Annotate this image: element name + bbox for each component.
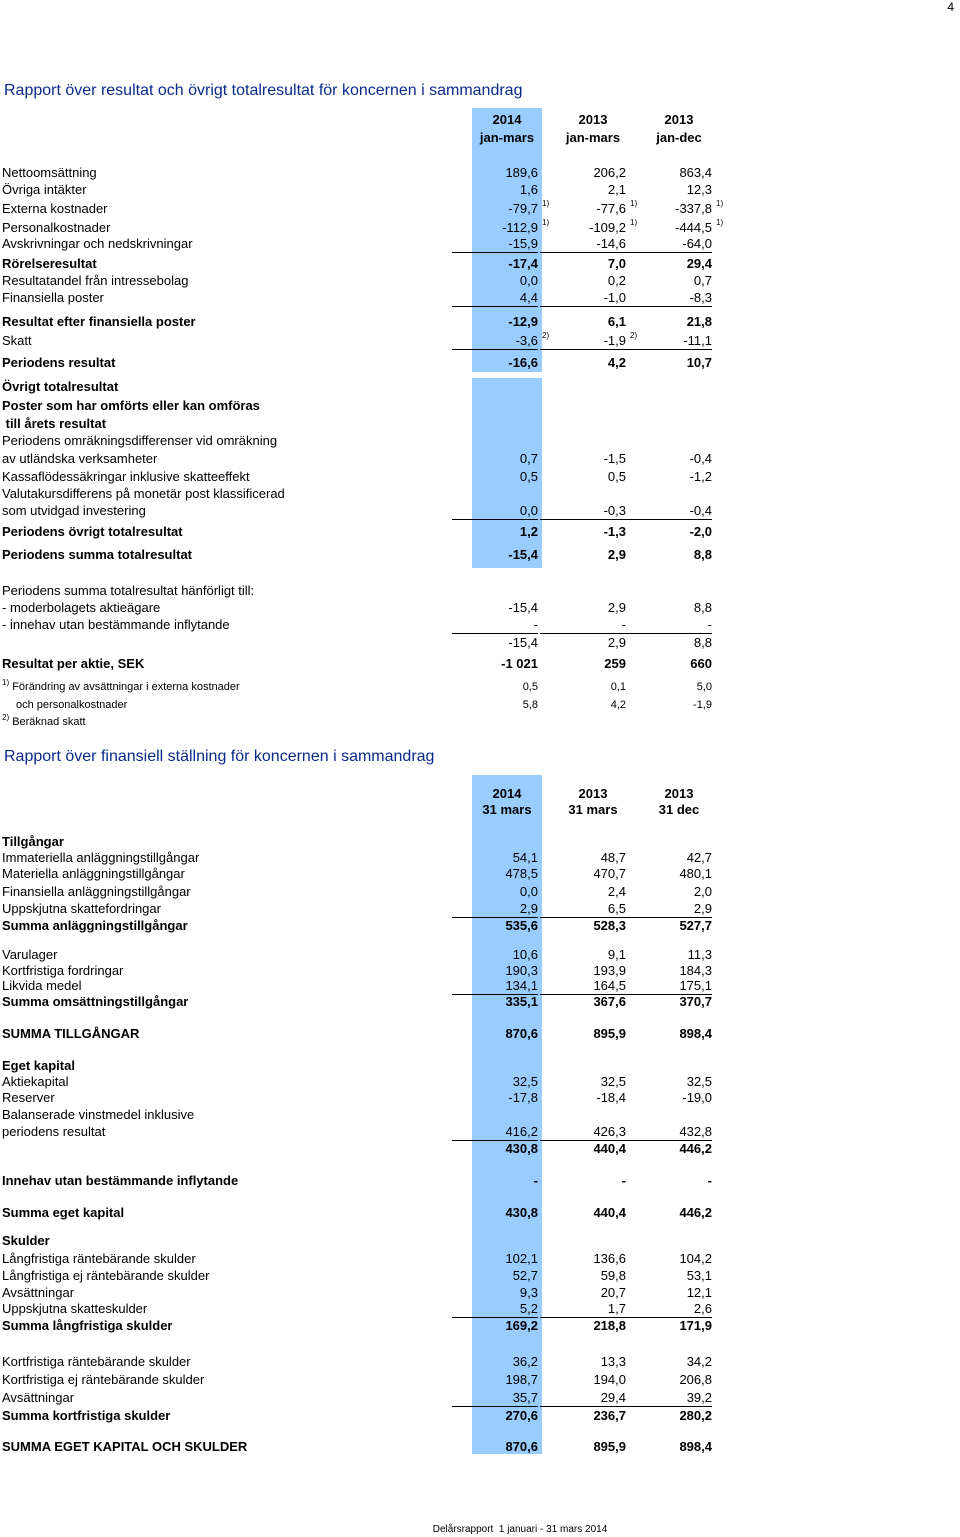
value-2013q1: 193,9 — [593, 963, 626, 978]
value-2014: -112,9 — [502, 220, 538, 235]
value-2013dec: 432,8 — [626, 1123, 712, 1141]
footnote-text — [2, 679, 240, 696]
footnote-label: och personalkostnader — [16, 699, 128, 711]
value-2013dec: 39,2 — [626, 1389, 712, 1407]
value-2013q1: 48,7 — [600, 850, 626, 865]
value-2013fy: -2,0 — [689, 524, 712, 539]
value-2014: - — [533, 1173, 538, 1188]
value-2013q1: 0,2 — [607, 273, 626, 288]
row-label: Balanserade vinstmedel inklusive — [2, 1107, 195, 1122]
value-2013fy: 21,8 — [686, 314, 712, 329]
value-2014: 52,7 — [512, 1268, 538, 1283]
row-label: Periodens summa totalresultat — [2, 547, 192, 562]
value-2014: 189,6 — [505, 165, 538, 180]
value-2014: 169,2 — [505, 1318, 538, 1333]
value-2014: 5,8 — [522, 699, 538, 711]
value-2014: 0,5 — [519, 469, 538, 484]
balance-row — [0, 1300, 960, 1317]
row-label: Periodens resultat — [2, 355, 116, 370]
value-2013q1: 426,3 — [540, 1123, 626, 1141]
value-2013q1: 0,1 — [610, 681, 626, 693]
value-2014: 2,9 — [452, 900, 538, 918]
value-2013q1: 136,6 — [593, 1251, 626, 1266]
value-2013q1: 4,2 — [607, 355, 626, 370]
income-row — [0, 313, 960, 330]
value-2014: 0,0 — [519, 273, 538, 288]
value-2013dec: -19,0 — [682, 1090, 712, 1105]
income-row — [0, 200, 960, 217]
balance-row — [0, 993, 960, 1010]
income-row — [0, 289, 960, 306]
balance-row — [0, 1172, 960, 1189]
income-row — [0, 235, 960, 252]
value-2013fy: -8,3 — [626, 289, 712, 307]
value-2013q1: 2,1 — [607, 182, 626, 197]
value-2013q1: 528,3 — [593, 918, 626, 933]
value-2014: -15,4 — [508, 635, 538, 650]
income-row — [0, 219, 960, 236]
footnote-marker: 2) — [630, 331, 638, 340]
value-2013q1: 367,6 — [593, 994, 626, 1009]
balance-col2-year: 2013 — [578, 786, 608, 801]
value-2013fy: -0,4 — [626, 502, 712, 520]
balance-row — [0, 1204, 960, 1221]
value-2014: - — [452, 616, 538, 634]
value-2013q1: 470,7 — [593, 866, 626, 881]
value-2014: -15,4 — [508, 547, 538, 562]
row-label: Summa långfristiga skulder — [2, 1318, 173, 1333]
row-label: Resultat efter finansiella poster — [2, 314, 196, 329]
value-2014: 134,1 — [452, 977, 538, 995]
row-label: Summa omsättningstillgångar — [2, 994, 189, 1009]
value-2013dec: 2,0 — [693, 884, 712, 899]
value-2013q1: 20,7 — [600, 1285, 626, 1300]
row-label: av utländska verksamheter — [2, 451, 158, 466]
value-2013q1: 32,5 — [600, 1074, 626, 1089]
value-2014: 870,6 — [505, 1439, 538, 1454]
value-2013fy: -444,5 — [675, 220, 712, 235]
value-2013fy: -0,4 — [689, 451, 712, 466]
value-2013q1: 7,0 — [607, 256, 626, 271]
income-col1-period: jan-mars — [479, 130, 535, 145]
row-label: Valutakursdifferens på monetär post klassificerad — [2, 486, 285, 501]
balance-row — [0, 1267, 960, 1284]
row-label: som utvidgad investering — [2, 503, 146, 518]
value-2013q1: 218,8 — [593, 1318, 626, 1333]
section-label: Tillgångar — [2, 834, 64, 849]
value-2014: 5,2 — [452, 1300, 538, 1318]
page-number: 4 — [947, 0, 954, 14]
footnote-marker: 1) — [630, 199, 638, 208]
value-2013dec: - — [707, 1173, 712, 1188]
balance-row — [0, 1025, 960, 1042]
row-label: Finansiella anläggningstillgångar — [2, 884, 191, 899]
row-label: Summa anläggningstillgångar — [2, 918, 188, 933]
row-label: SUMMA TILLGÅNGAR — [2, 1026, 140, 1041]
value-2014: 32,5 — [512, 1074, 538, 1089]
value-2013q1: -14,6 — [540, 235, 626, 253]
row-label: Långfristiga räntebärande skulder — [2, 1251, 196, 1266]
income-row — [0, 354, 960, 371]
value-2014: -79,7 — [508, 201, 538, 216]
row-label: Långfristiga ej räntebärande skulder — [2, 1268, 210, 1283]
income-row — [0, 546, 960, 563]
value-2013q1: -77,6 — [596, 201, 626, 216]
value-2013dec: 898,4 — [679, 1439, 712, 1454]
value-2014: -17,8 — [508, 1090, 538, 1105]
row-label: Innehav utan bestämmande inflytande — [2, 1173, 239, 1188]
value-2014: 0,0 — [452, 502, 538, 520]
income-row — [0, 468, 960, 485]
balance-col2-period: 31 mars — [568, 802, 618, 817]
value-2014: 270,6 — [505, 1408, 538, 1423]
balance-row — [0, 1140, 960, 1157]
value-2013fy: -64,0 — [626, 235, 712, 253]
value-2013q1: 259 — [604, 656, 626, 671]
value-2013dec: 42,7 — [686, 850, 712, 865]
value-2014: 870,6 — [505, 1026, 538, 1041]
income-col2-period: jan-mars — [565, 130, 621, 145]
value-2013q1: 440,4 — [593, 1141, 626, 1156]
row-label: Poster som har omförts eller kan omföras — [2, 398, 260, 413]
balance-row — [0, 1057, 960, 1074]
row-label: SUMMA EGET KAPITAL OCH SKULDER — [2, 1439, 248, 1454]
balance-row — [0, 1089, 960, 1106]
value-2013q1: 9,1 — [607, 947, 626, 962]
row-label: Kortfristiga fordringar — [2, 963, 124, 978]
row-label: Kassaflödessäkringar inklusive skatteeffekt — [2, 469, 250, 484]
value-2013fy: 10,7 — [686, 355, 712, 370]
value-2014: 54,1 — [512, 850, 538, 865]
value-2013q1: 2,4 — [607, 884, 626, 899]
value-2014: -15,4 — [508, 600, 538, 615]
footnote-text — [2, 714, 86, 731]
row-label: Likvida medel — [2, 978, 82, 993]
row-label: Summa kortfristiga skulder — [2, 1408, 171, 1423]
footnote-marker: 2) — [2, 713, 10, 722]
row-label: Kortfristiga räntebärande skulder — [2, 1354, 191, 1369]
value-2014: 430,8 — [505, 1205, 538, 1220]
value-2013fy: 12,3 — [686, 182, 712, 197]
value-2013dec: 12,1 — [686, 1285, 712, 1300]
balance-row — [0, 977, 960, 994]
value-2013dec: 175,1 — [626, 977, 712, 995]
income-col1-year: 2014 — [492, 112, 522, 127]
value-2013dec: 34,2 — [686, 1354, 712, 1369]
value-2014: 1,6 — [519, 182, 538, 197]
value-2014: -16,6 — [508, 355, 538, 370]
value-2014: 0,5 — [522, 681, 538, 693]
income-row — [0, 655, 960, 672]
balance-row — [0, 849, 960, 866]
row-label: Reserver — [2, 1090, 55, 1105]
value-2013q1: - — [621, 1173, 626, 1188]
row-label: Nettoomsättning — [2, 165, 97, 180]
row-label: Kortfristiga ej räntebärande skulder — [2, 1372, 205, 1387]
row-label: till årets resultat — [2, 416, 107, 431]
balance-row — [0, 1371, 960, 1388]
value-2013q1: 194,0 — [593, 1372, 626, 1387]
value-2014: 9,3 — [519, 1285, 538, 1300]
income-row — [0, 415, 960, 432]
value-2014: 4,4 — [452, 289, 538, 307]
income-row — [0, 164, 960, 181]
value-2013q1: 2,9 — [607, 600, 626, 615]
footnote-row — [0, 697, 960, 714]
row-label: Materiella anläggningstillgångar — [2, 866, 185, 881]
value-2013q1: 2,9 — [607, 547, 626, 562]
income-row — [0, 450, 960, 467]
balance-row — [0, 833, 960, 850]
row-label: Aktiekapital — [2, 1074, 69, 1089]
row-label: - innehav utan bestämmande inflytande — [2, 617, 230, 632]
row-label: Övriga intäkter — [2, 182, 87, 197]
row-label: Avsättningar — [2, 1285, 75, 1300]
balance-col3-period: 31 dec — [658, 802, 700, 817]
balance-sheet-title: Rapport över finansiell ställning för koncernen i sammandrag — [4, 748, 435, 765]
footnote-marker: 2) — [542, 331, 550, 340]
income-row — [0, 181, 960, 198]
page-footer: Delårsrapport 1 januari - 31 mars 2014 — [432, 1524, 608, 1535]
value-2014: -12,9 — [508, 314, 538, 329]
value-2013q1: -18,4 — [596, 1090, 626, 1105]
balance-row — [0, 1232, 960, 1249]
value-2013q1: 4,2 — [610, 699, 626, 711]
footnote-marker: 1) — [716, 199, 724, 208]
balance-row — [0, 917, 960, 934]
footnote-label: Förändring av avsättningar i externa kostnader — [12, 681, 240, 693]
value-2014: -3,6 — [452, 332, 538, 350]
balance-row — [0, 1073, 960, 1090]
balance-row — [0, 946, 960, 963]
row-label: Periodens summa totalresultat hänförligt till: — [2, 583, 255, 598]
row-label: Resultatandel från intressebolag — [2, 273, 189, 288]
value-2013dec: 11,3 — [687, 947, 712, 962]
value-2013q1: 206,2 — [593, 165, 626, 180]
balance-row — [0, 1284, 960, 1301]
value-2013dec: 32,5 — [686, 1074, 712, 1089]
row-label: Summa eget kapital — [2, 1205, 125, 1220]
value-2014: 335,1 — [505, 994, 538, 1009]
value-2014: -17,4 — [508, 256, 538, 271]
value-2013q1: -0,3 — [540, 502, 626, 520]
footnote-marker: 1) — [630, 218, 638, 227]
row-label: Immateriella anläggningstillgångar — [2, 850, 200, 865]
value-2013q1: 895,9 — [593, 1439, 626, 1454]
balance-col1-period: 31 mars — [482, 802, 532, 817]
value-2013fy: -1,9 — [693, 699, 712, 711]
value-2014: 478,5 — [505, 866, 538, 881]
footnote-row — [0, 714, 960, 731]
value-2014: -15,9 — [452, 235, 538, 253]
footnote-marker: 1) — [2, 678, 10, 687]
value-2013q1: - — [540, 616, 626, 634]
footnote-row — [0, 679, 960, 696]
value-2014: 0,0 — [519, 884, 538, 899]
value-2014: 416,2 — [452, 1123, 538, 1141]
value-2013dec: 2,6 — [626, 1300, 712, 1318]
row-label: Uppskjutna skatteskulder — [2, 1301, 148, 1316]
income-statement-title: Rapport över resultat och övrigt totalresultat för koncernen i sammandrag — [4, 82, 523, 99]
value-2013q1: 59,8 — [600, 1268, 626, 1283]
value-2013fy: 8,8 — [693, 635, 712, 650]
row-label: Varulager — [2, 947, 58, 962]
value-2014: 102,1 — [505, 1251, 538, 1266]
value-2013dec: 898,4 — [679, 1026, 712, 1041]
balance-row — [0, 1438, 960, 1455]
footnote-marker: 1) — [542, 218, 550, 227]
value-2014: 0,7 — [519, 451, 538, 466]
value-2013dec: 370,7 — [679, 994, 712, 1009]
value-2013q1: 895,9 — [593, 1026, 626, 1041]
value-2014: 10,6 — [512, 947, 538, 962]
value-2013fy: 5,0 — [696, 681, 712, 693]
value-2013fy: 29,4 — [686, 256, 712, 271]
income-row — [0, 272, 960, 289]
value-2013q1: 2,9 — [607, 635, 626, 650]
value-2013fy: 863,4 — [679, 165, 712, 180]
section-label: Eget kapital — [2, 1058, 75, 1073]
value-2013dec: 280,2 — [679, 1408, 712, 1423]
row-label: Externa kostnader — [2, 201, 108, 216]
income-row — [0, 582, 960, 599]
value-2013dec: 446,2 — [679, 1141, 712, 1156]
value-2014: 35,7 — [452, 1389, 538, 1407]
income-row — [0, 523, 960, 540]
row-label: Uppskjutna skattefordringar — [2, 901, 161, 916]
row-label: Periodens omräkningsdifferenser vid omräkning — [2, 433, 278, 448]
row-label: Avsättningar — [2, 1390, 75, 1405]
value-2014: 430,8 — [505, 1141, 538, 1156]
row-label: Skatt — [2, 333, 32, 348]
value-2013dec: 53,1 — [686, 1268, 712, 1283]
value-2014: 36,2 — [512, 1354, 538, 1369]
section-label: Skulder — [2, 1233, 50, 1248]
value-2013dec: 480,1 — [679, 866, 712, 881]
income-col3-year: 2013 — [664, 112, 694, 127]
value-2014: 1,2 — [519, 524, 538, 539]
value-2013dec: 171,9 — [679, 1318, 712, 1333]
value-2014: -1 021 — [501, 656, 538, 671]
income-col3-period: jan-dec — [656, 130, 702, 145]
value-2013fy: 660 — [690, 656, 712, 671]
value-2013q1: 1,7 — [540, 1300, 626, 1318]
row-label: Periodens övrigt totalresultat — [2, 524, 183, 539]
value-2013fy: -1,2 — [689, 469, 712, 484]
value-2013dec: 527,7 — [679, 918, 712, 933]
income-row — [0, 485, 960, 502]
balance-row — [0, 1106, 960, 1123]
balance-row — [0, 1353, 960, 1370]
value-2013dec: 206,8 — [679, 1372, 712, 1387]
value-2013fy: 8,8 — [693, 547, 712, 562]
balance-row — [0, 900, 960, 917]
value-2013q1: -1,0 — [540, 289, 626, 307]
value-2013dec: 104,2 — [679, 1251, 712, 1266]
value-2013dec: 184,3 — [679, 963, 712, 978]
row-label: Resultat per aktie, SEK — [2, 656, 145, 671]
balance-row — [0, 1123, 960, 1140]
value-2014: 190,3 — [505, 963, 538, 978]
balance-col3-year: 2013 — [664, 786, 694, 801]
row-label: Avskrivningar och nedskrivningar — [2, 236, 193, 251]
income-row — [0, 332, 960, 349]
income-col2-year: 2013 — [578, 112, 608, 127]
row-label: Finansiella poster — [2, 290, 104, 305]
balance-row — [0, 1407, 960, 1424]
value-2013q1: -109,2 — [589, 220, 626, 235]
value-2013fy: -11,1 — [626, 332, 712, 350]
income-row — [0, 397, 960, 414]
balance-row — [0, 1250, 960, 1267]
balance-col1-year: 2014 — [492, 786, 522, 801]
row-label: periodens resultat — [2, 1124, 106, 1139]
section-label: Övrigt totalresultat — [2, 379, 119, 394]
balance-row — [0, 1389, 960, 1406]
balance-row — [0, 1317, 960, 1334]
row-label: Rörelseresultat — [2, 256, 97, 271]
footnote-marker: 1) — [542, 199, 550, 208]
footnote-label: Beräknad skatt — [12, 716, 86, 728]
value-2013q1: -1,3 — [603, 524, 626, 539]
value-2013q1: 236,7 — [593, 1408, 626, 1423]
income-row — [0, 432, 960, 449]
value-2013q1: -1,5 — [603, 451, 626, 466]
value-2013q1: 440,4 — [593, 1205, 626, 1220]
value-2013dec: 2,9 — [626, 900, 712, 918]
value-2013q1: -1,9 — [540, 332, 626, 350]
row-label: Personalkostnader — [2, 220, 111, 235]
value-2013q1: 164,5 — [540, 977, 626, 995]
row-label: - moderbolagets aktieägare — [2, 600, 161, 615]
income-row — [0, 634, 960, 651]
value-2013q1: 0,5 — [607, 469, 626, 484]
value-2013q1: 13,3 — [600, 1354, 626, 1369]
income-row — [0, 378, 960, 395]
income-row — [0, 616, 960, 633]
value-2013fy: -337,8 — [675, 201, 712, 216]
income-row — [0, 599, 960, 616]
value-2014: 535,6 — [505, 918, 538, 933]
value-2013dec: 446,2 — [679, 1205, 712, 1220]
value-2013q1: 6,5 — [540, 900, 626, 918]
income-row — [0, 502, 960, 519]
value-2013fy: 8,8 — [693, 600, 712, 615]
value-2013fy: 0,7 — [693, 273, 712, 288]
balance-row — [0, 883, 960, 900]
value-2014: 198,7 — [505, 1372, 538, 1387]
balance-row — [0, 865, 960, 882]
footnote-marker: 1) — [716, 218, 724, 227]
value-2013fy: - — [626, 616, 712, 634]
income-row — [0, 255, 960, 272]
value-2013q1: 29,4 — [540, 1389, 626, 1407]
value-2013q1: 6,1 — [607, 314, 626, 329]
